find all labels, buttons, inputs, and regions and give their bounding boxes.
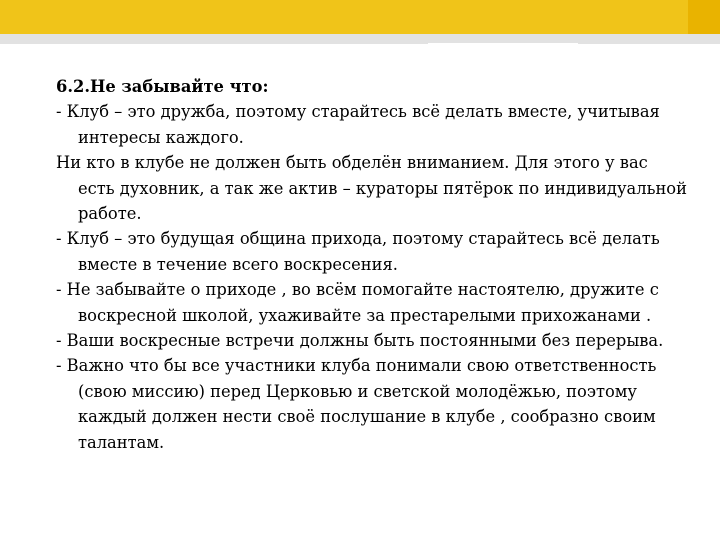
paragraph-6: - Важно что бы все участники клуба понимали свою ответственность (свою миссию) перед Церковью и светской молодёжью, поэтому каждый должен нести своё послушание в клубе , сообразно своим талантам. (56, 356, 657, 452)
slide-content (56, 74, 688, 455)
header-corner-block (688, 0, 720, 34)
slide-heading: 6.2.Не забывайте что: (56, 77, 269, 96)
paragraph-2: Ни кто в клубе не должен быть обделён вниманием. Для этого у вас есть духовник, а так же актив – кураторы пятёрок по индивидуальной работе. (56, 153, 687, 224)
header-accent-bar (0, 0, 720, 34)
paragraph-4: - Не забывайте о приходе , во всём помогайте настоятелю, дружите с воскресной школой, ухаживайте за престарелыми прихожанами . (56, 280, 659, 325)
header-white-stripe (428, 43, 578, 46)
paragraph-5: - Ваши воскресные встречи должны быть постоянными без перерыва. (56, 331, 664, 351)
paragraph-1: - Клуб – это дружба, поэтому старайтесь всё делать вместе, учитывая интересы каждого. (56, 102, 660, 147)
paragraph-3: - Клуб – это будущая община прихода, поэтому старайтесь всё делать вместе в течение всего воскресения. (56, 229, 660, 274)
header-grey-band (0, 34, 720, 44)
